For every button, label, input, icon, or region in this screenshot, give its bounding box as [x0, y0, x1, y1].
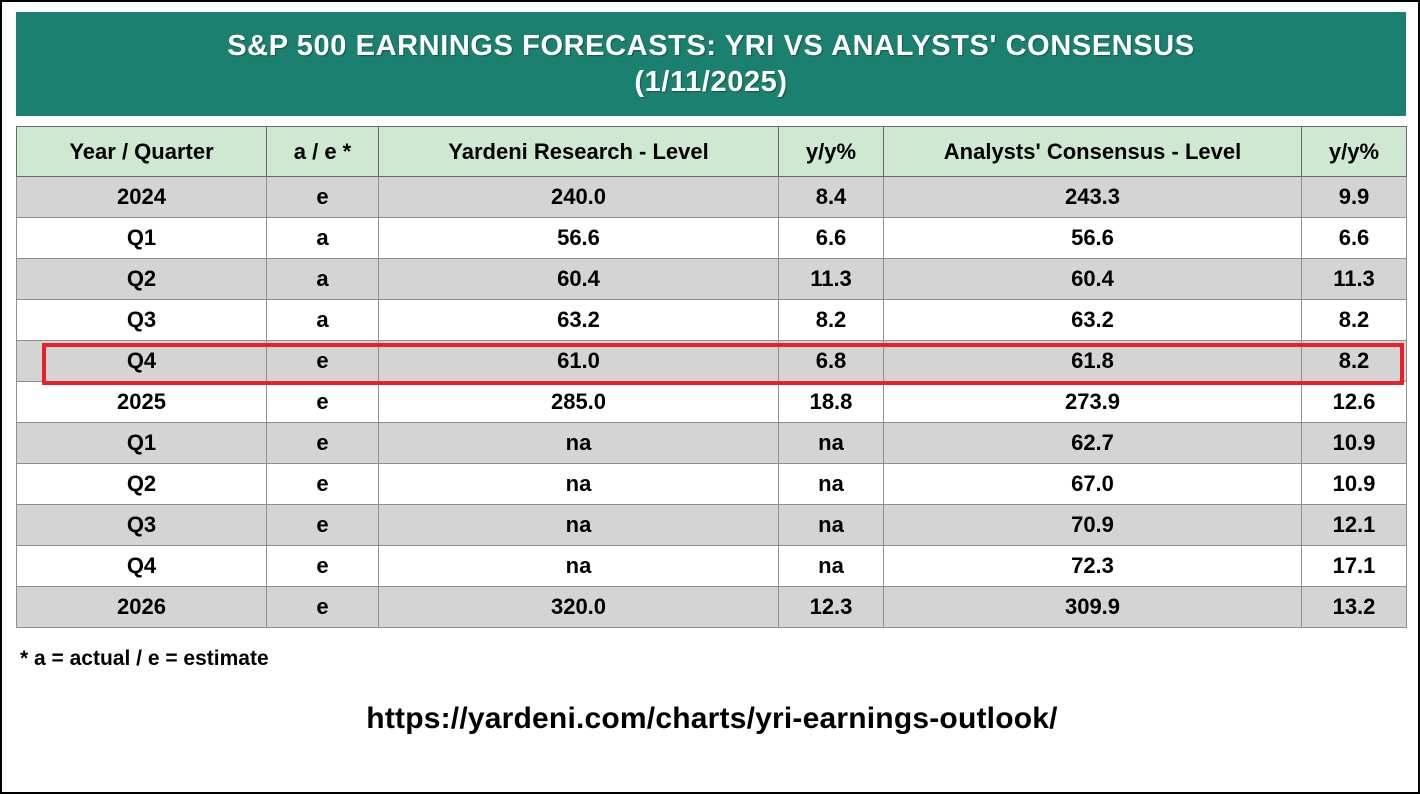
table-row — [17, 587, 1407, 628]
cell-yardeni-level: na — [379, 423, 779, 464]
earnings-forecast-table — [16, 126, 1407, 628]
cell-yardeni-yoy: na — [779, 464, 884, 505]
cell-yardeni-level: 61.0 — [379, 341, 779, 382]
column-header-actual-estimate: a / e * — [267, 127, 379, 177]
cell-actual-estimate: e — [267, 546, 379, 587]
cell-period: Q2 — [17, 464, 267, 505]
table-body — [17, 177, 1407, 628]
cell-consensus-level: 61.8 — [884, 341, 1302, 382]
cell-actual-estimate: e — [267, 587, 379, 628]
cell-period: 2025 — [17, 382, 267, 423]
cell-consensus-level: 60.4 — [884, 259, 1302, 300]
cell-period: Q4 — [17, 341, 267, 382]
cell-period: Q4 — [17, 546, 267, 587]
column-header-yardeni-level: Yardeni Research - Level — [379, 127, 779, 177]
cell-consensus-level: 67.0 — [884, 464, 1302, 505]
cell-yardeni-level: na — [379, 505, 779, 546]
table-row — [17, 300, 1407, 341]
cell-consensus-level: 62.7 — [884, 423, 1302, 464]
cell-period: 2026 — [17, 587, 267, 628]
cell-period: Q3 — [17, 505, 267, 546]
cell-consensus-level: 72.3 — [884, 546, 1302, 587]
cell-consensus-level: 309.9 — [884, 587, 1302, 628]
chart-title-line-2: (1/11/2025) — [634, 66, 788, 98]
cell-yardeni-yoy: 11.3 — [779, 259, 884, 300]
cell-yardeni-yoy: na — [779, 423, 884, 464]
cell-yardeni-yoy: 6.8 — [779, 341, 884, 382]
cell-period: Q1 — [17, 423, 267, 464]
cell-yardeni-yoy: na — [779, 505, 884, 546]
source-url-text: https://yardeni.com/charts/yri-earnings-outlook/ — [366, 702, 1058, 735]
cell-consensus-yoy: 13.2 — [1302, 587, 1407, 628]
cell-consensus-yoy: 12.1 — [1302, 505, 1407, 546]
cell-yardeni-yoy: 12.3 — [779, 587, 884, 628]
cell-yardeni-level: 63.2 — [379, 300, 779, 341]
cell-actual-estimate: e — [267, 464, 379, 505]
cell-period: 2024 — [17, 177, 267, 218]
cell-actual-estimate: e — [267, 423, 379, 464]
cell-yardeni-level: 285.0 — [379, 382, 779, 423]
table-row — [17, 218, 1407, 259]
cell-actual-estimate: a — [267, 259, 379, 300]
table-row-highlighted — [17, 341, 1407, 382]
cell-yardeni-yoy: na — [779, 546, 884, 587]
cell-actual-estimate: e — [267, 505, 379, 546]
cell-consensus-yoy: 10.9 — [1302, 423, 1407, 464]
cell-actual-estimate: e — [267, 341, 379, 382]
cell-yardeni-level: 60.4 — [379, 259, 779, 300]
cell-period: Q3 — [17, 300, 267, 341]
table-footnote: * a = actual / e = estimate — [20, 647, 269, 670]
cell-consensus-level: 63.2 — [884, 300, 1302, 341]
table-row — [17, 464, 1407, 505]
chart-title — [227, 28, 1195, 101]
column-header-year-quarter: Year / Quarter — [17, 127, 267, 177]
cell-consensus-level: 56.6 — [884, 218, 1302, 259]
cell-consensus-yoy: 12.6 — [1302, 382, 1407, 423]
cell-consensus-yoy: 10.9 — [1302, 464, 1407, 505]
column-header-consensus-level: Analysts' Consensus - Level — [884, 127, 1302, 177]
cell-yardeni-yoy: 6.6 — [779, 218, 884, 259]
cell-yardeni-level: 320.0 — [379, 587, 779, 628]
cell-yardeni-yoy: 8.4 — [779, 177, 884, 218]
table-row — [17, 505, 1407, 546]
cell-consensus-yoy: 6.6 — [1302, 218, 1407, 259]
table-row — [17, 259, 1407, 300]
cell-yardeni-level: na — [379, 464, 779, 505]
cell-actual-estimate: e — [267, 177, 379, 218]
cell-period: Q2 — [17, 259, 267, 300]
cell-yardeni-level: 56.6 — [379, 218, 779, 259]
column-header-consensus-yoy: y/y% — [1302, 127, 1407, 177]
cell-consensus-level: 273.9 — [884, 382, 1302, 423]
cell-consensus-yoy: 17.1 — [1302, 546, 1407, 587]
cell-consensus-level: 70.9 — [884, 505, 1302, 546]
cell-yardeni-level: na — [379, 546, 779, 587]
cell-consensus-yoy: 11.3 — [1302, 259, 1407, 300]
cell-yardeni-level: 240.0 — [379, 177, 779, 218]
cell-yardeni-yoy: 18.8 — [779, 382, 884, 423]
table-header-row — [17, 127, 1407, 177]
cell-period: Q1 — [17, 218, 267, 259]
cell-yardeni-yoy: 8.2 — [779, 300, 884, 341]
cell-consensus-yoy: 8.2 — [1302, 341, 1407, 382]
table-row — [17, 423, 1407, 464]
cell-consensus-yoy: 9.9 — [1302, 177, 1407, 218]
cell-consensus-yoy: 8.2 — [1302, 300, 1407, 341]
chart-title-line-1: S&P 500 EARNINGS FORECASTS: YRI VS ANALYSTS' CONSENSUS — [227, 29, 1195, 62]
table-row — [17, 546, 1407, 587]
cell-actual-estimate: e — [267, 382, 379, 423]
table-row — [17, 177, 1407, 218]
table-row — [17, 382, 1407, 423]
cell-consensus-level: 243.3 — [884, 177, 1302, 218]
cell-actual-estimate: a — [267, 300, 379, 341]
cell-actual-estimate: a — [267, 218, 379, 259]
chart-title-band — [16, 12, 1406, 116]
column-header-yardeni-yoy: y/y% — [779, 127, 884, 177]
